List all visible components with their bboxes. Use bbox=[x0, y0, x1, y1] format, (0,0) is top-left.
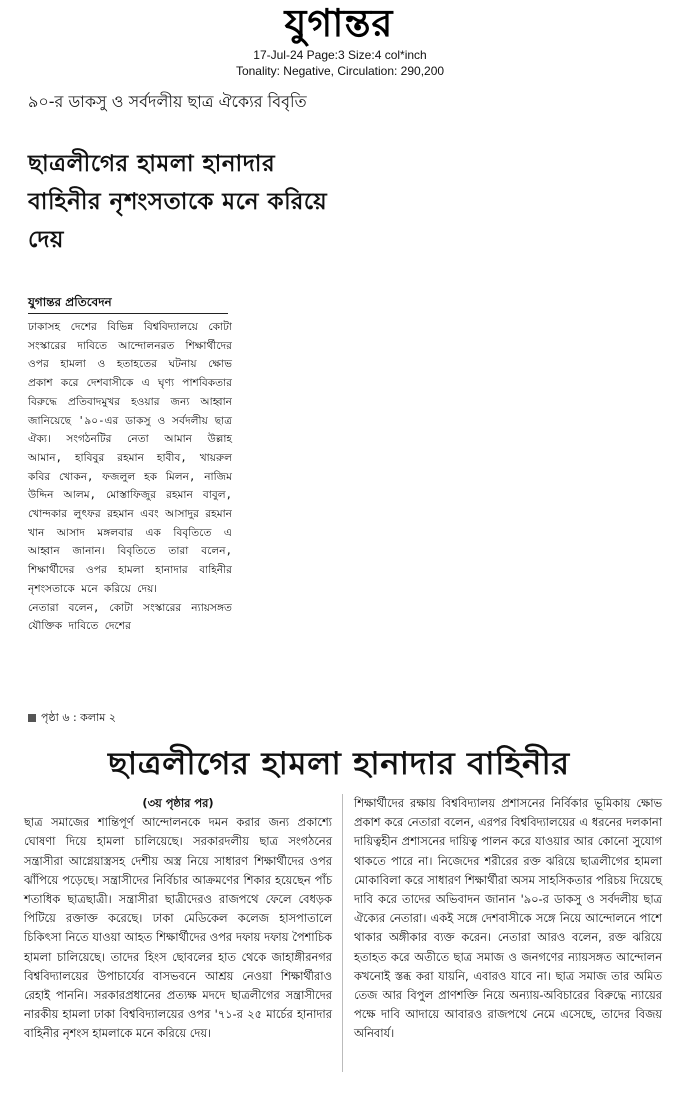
continuation-headline-text: ছাত্রলীগের হামলা হানাদার বাহিনীর bbox=[108, 746, 570, 782]
article-byline: যুগান্তর প্রতিবেদন bbox=[28, 294, 228, 314]
continuation-headline bbox=[0, 742, 678, 786]
continued-on-text: পৃষ্ঠা ৬ : কলাম ২ bbox=[41, 711, 117, 724]
square-bullet-icon bbox=[28, 714, 36, 722]
newspaper-logo: যুগান্তর bbox=[284, 0, 394, 45]
article-paragraph-1: ঢাকাসহ দেশের বিভিন্ন বিশ্ববিদ্যালয়ে কোটা সংস্কারের দাবিতে আন্দোলনরত শিক্ষার্থীদের ওপর হামলা ও হতাহতের ঘটনায় ক্ষোভ প্রকাশ করে দেশবাসীকে এ ঘৃণ্য পাশবিকতার বিরুদ্ধে প্রতিবাদমুখর হওয়ার জন্য আহ্বান জানিয়েছে '৯০-এর ডাকসু ও সর্বদলীয় ছাত্র ঐক্য। সংগঠনটির নেতা আমান উল্লাহ আমান, হাবিবুর রহমান হাবীব, খায়রুল কবির খোকন, ফজলুল হক মিলন, নাজিম উদ্দিন আলম, মোস্তাফিজুর রহমান বাবুল, খোন্দকার লুৎফর রহমান এবং আসাদুর রহমান খান আসাদ মঙ্গলবার এক বিবৃতিতে এ আহ্বান জানান। বিবৃতিতে তারা বলেন, শিক্ষার্থীদের ওপর হামলা হানাদার বাহিনীর নৃশংসতাকে মনে করিয়ে দেয়। bbox=[28, 321, 232, 595]
article-paragraph-2: নেতারা বলেন, কোটা সংস্কারের ন্যায়সঙ্গত যৌক্তিক দাবিতে দেশের bbox=[28, 601, 232, 633]
clipping-meta-tonality: Tonality: Negative, Circulation: 290,200 bbox=[235, 64, 445, 78]
continuation-column-left bbox=[24, 794, 332, 1044]
continuation-right-text: শিক্ষার্থীদের রক্ষায় বিশ্ববিদ্যালয় প্রশাসনের নির্বিকার ভূমিকায় ক্ষোভ প্রকাশ করে নেতারা বলেন, এরপর বিশ্ববিদ্যালয়ের এ ধরনের দলকানা দায়িত্বহীন প্রশাসনের দায়িত্ব পালন করে যাওয়ার আর কোনো সুযোগ থাকতে পারে না। নিজেদের শরীরের রক্ত ঝরিয়ে ছাত্রলীগের হামলা মোকাবিলা করে সাধারণ শিক্ষার্থীরা অসম সাহসিকতার পরিচয় দিয়েছে দাবি করে তাদের অভিবাদন জানান '৯০-র ডাকসু ও সর্বদলীয় ছাত্র ঐক্যের নেতারা। একই সঙ্গে দেশবাসীকে সঙ্গে নিয়ে আন্দোলনে পাশে থাকার অঙ্গীকার ব্যক্ত করেন। নেতারা আরও বলেন, রক্ত ঝরিয়ে হতাহত করে অতীতে ছাত্র সমাজ ও জনগণের ন্যায়সঙ্গত আন্দোলন কখনোই স্তব্ধ করা যায়নি, এবারও যাবে না। ছাত্র সমাজ তার অমিত তেজ আর বিপুল প্রাণশক্তি নিয়ে অন্যায়-অবিচারের বিরুদ্ধে ন্যায়ের পক্ষে দাবি আদায়ে আবারও রাজপথে নেমে এসেছে, তাদের বিজয় অনিবার্য। bbox=[354, 796, 662, 1041]
article-kicker: ৯০-র ডাকসু ও সর্বদলীয় ছাত্র ঐক্যের বিবৃতি bbox=[28, 92, 307, 111]
continued-on-marker bbox=[28, 710, 248, 726]
article-body bbox=[28, 318, 232, 636]
continued-from-label: (৩য় পৃষ্ঠার পর) bbox=[142, 796, 214, 810]
continuation-left-text: ছাত্র সমাজের শান্তিপূর্ণ আন্দোলনকে দমন করার জন্য প্রকাশ্যে ঘোষণা দিয়ে হামলা চালিয়েছে। সরকারদলীয় ছাত্র সংগঠনের সন্ত্রাসীরা আগ্নেয়াস্ত্রসহ দেশীয় অস্ত্র নিয়ে সাধারণ শিক্ষার্থীদের ওপর ঝাঁপিয়ে পড়েছে। সন্ত্রাসীদের নির্বিচার আক্রমণের শিকার হয়েছেন পাঁচ শতাধিক ছাত্রছাত্রী। সন্ত্রাসীরা ছাত্রীদেরও রাজপথে ফেলে বেধড়ক পিটিয়ে রক্তাক্ত করেছে। ঢাকা মেডিকেল কলেজ হাসপাতালে চিকিৎসা নিতে যাওয়া আহত শিক্ষার্থীদের ওপর দফায় দফায় পৈশাচিক হামলা চালিয়েছে। তাদের হিংস ছোবলের হাত থেকে জাহাঙ্গীরনগর বিশ্ববিদ্যালয়ের উপাচার্যের বাসভবনে আশ্রয় নেওয়া শিক্ষার্থীরাও রেহাই পাননি। সরকারপ্রধানের প্রত্যক্ষ মদদে ছাত্রলীগের সন্ত্রাসীদের নারকীয় হামলা ঢাকা বিশ্ববিদ্যালয়ের ওপর '৭১-র ২৫ মার্চের হানাদার বাহিনীর নৃশংস হামলাকে মনে করিয়ে দেয়। bbox=[24, 815, 332, 1041]
clipping-meta-date-page: 17-Jul-24 Page:3 Size:4 col*inch bbox=[253, 48, 427, 62]
column-divider bbox=[342, 794, 343, 1072]
article-headline: ছাত্রলীগের হামলা হানাদার বাহিনীর নৃশংসতাকে মনে করিয়ে দেয় bbox=[28, 151, 328, 253]
continuation-column-right bbox=[354, 794, 662, 1044]
